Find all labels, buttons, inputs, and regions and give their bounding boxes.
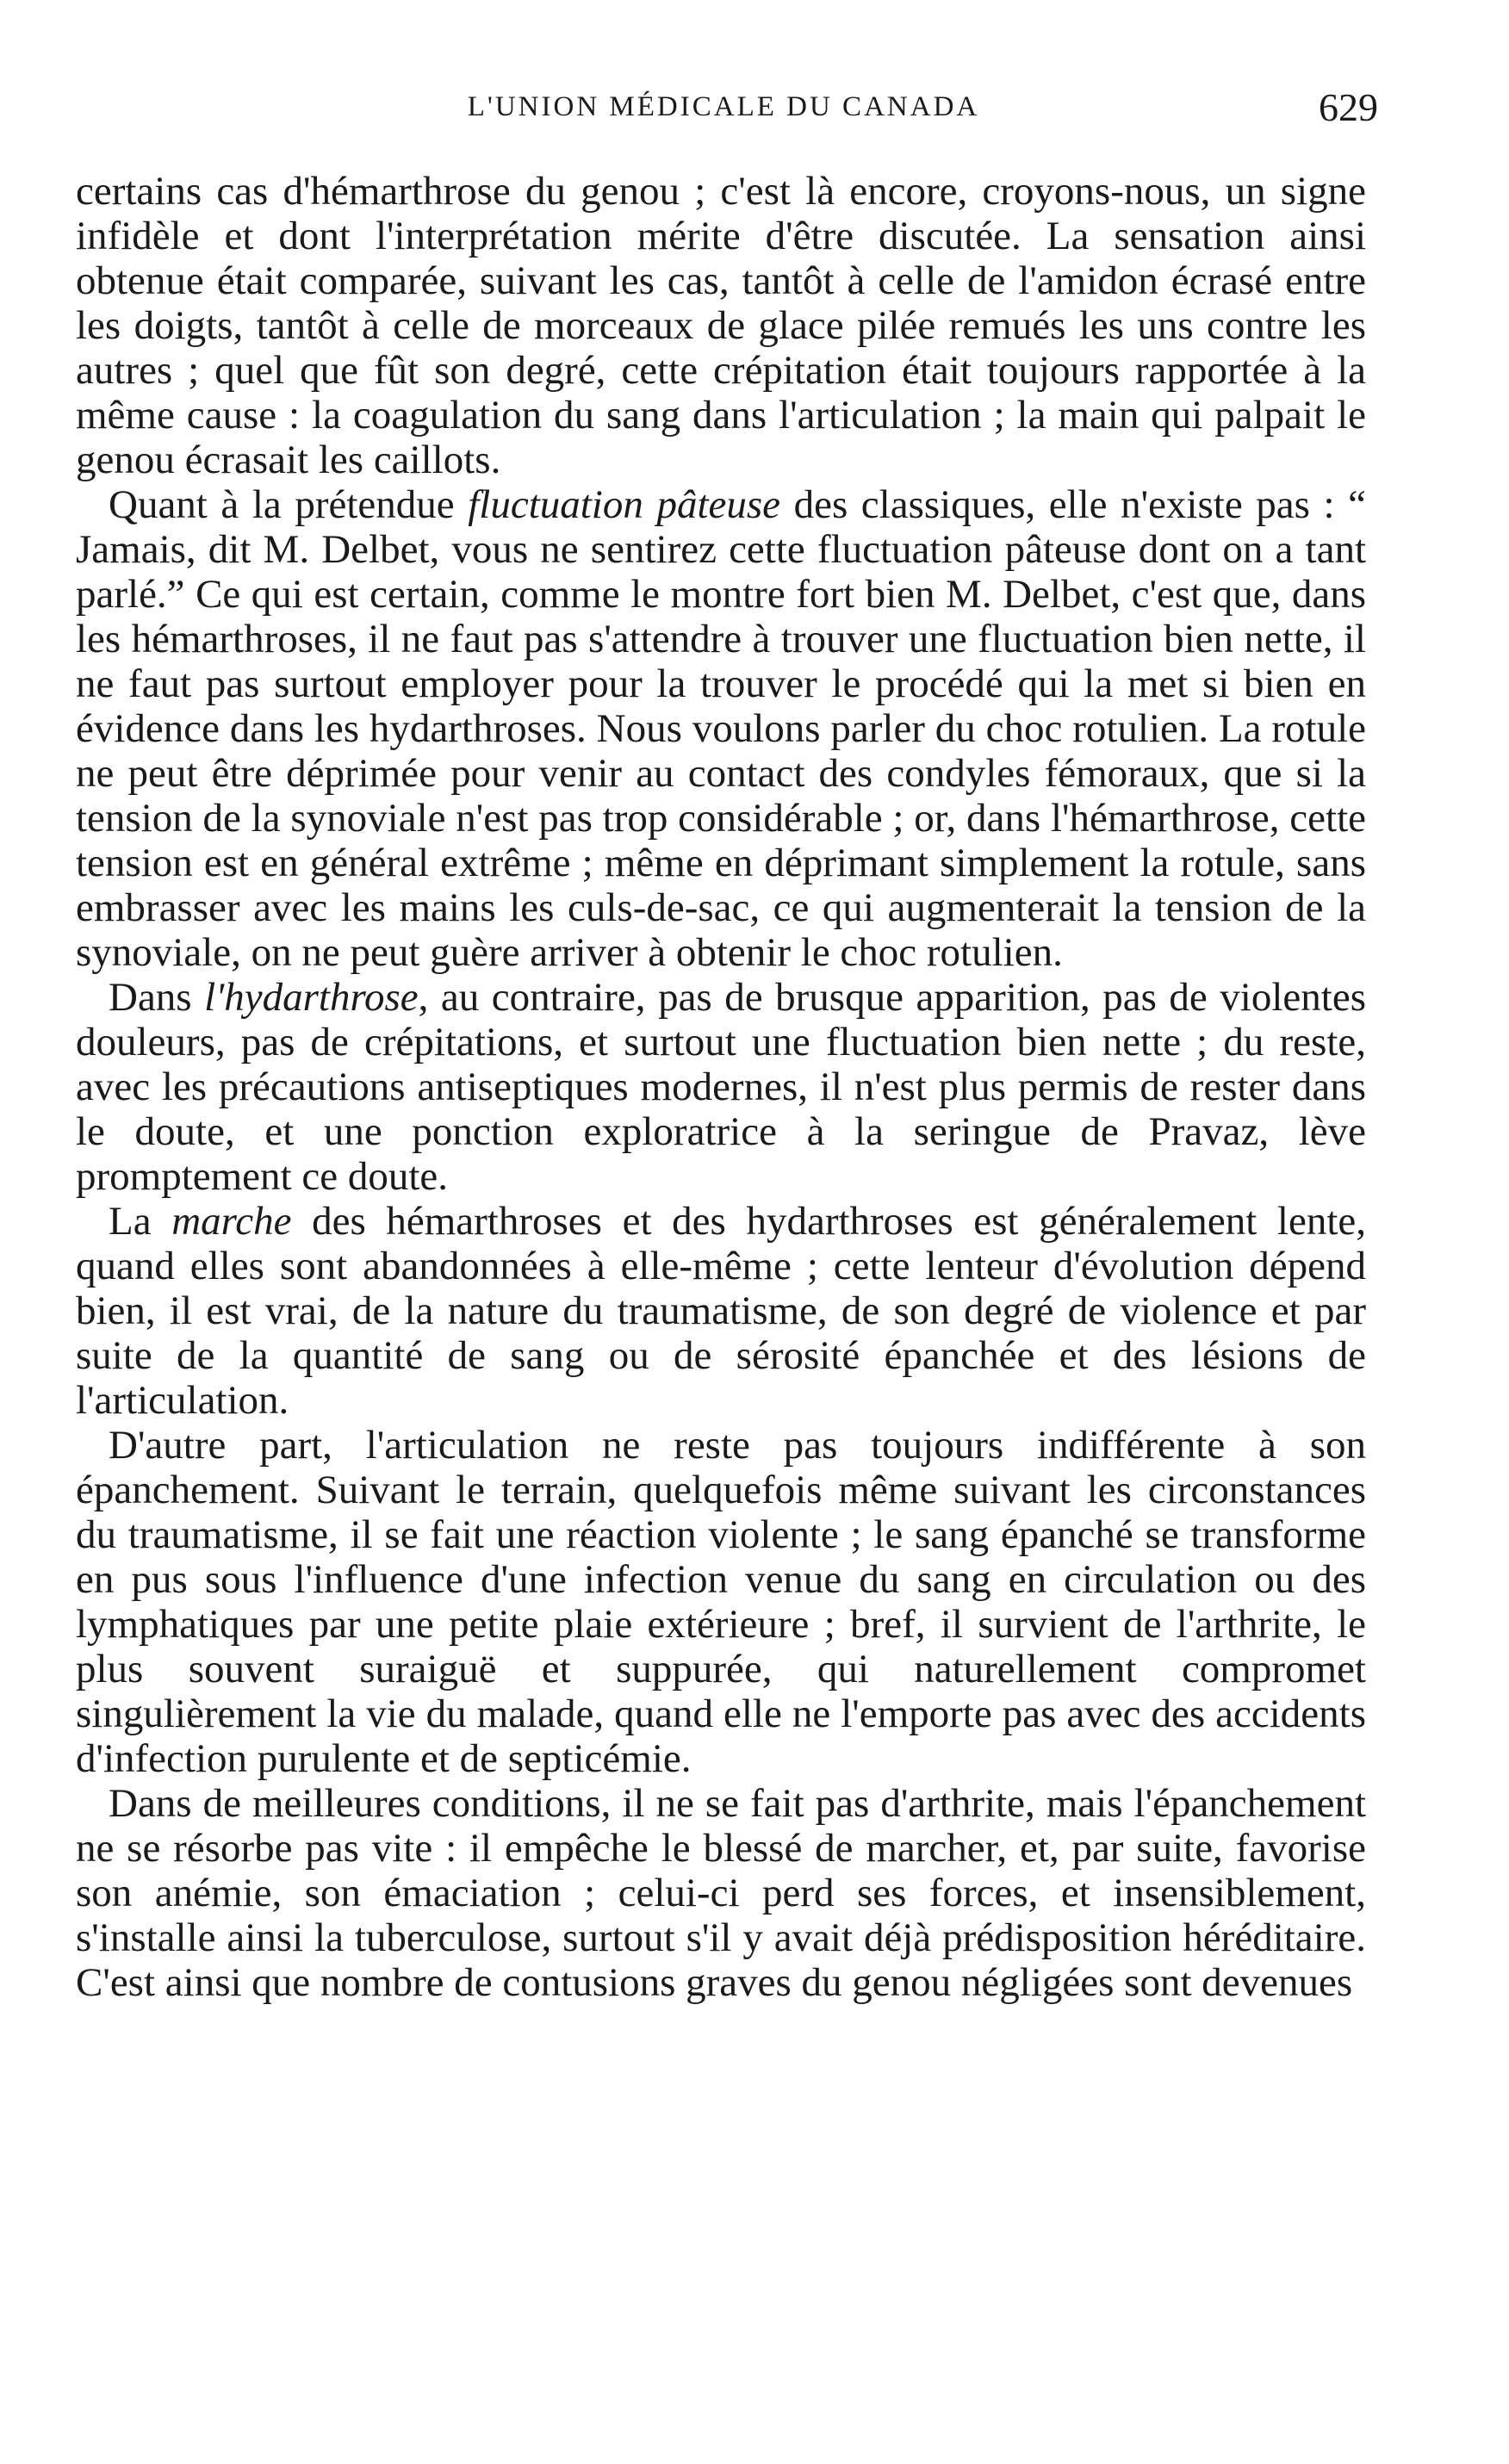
paragraph-4-italic-term: marche xyxy=(171,1199,292,1244)
paragraph-2-text-b: des classiques, elle n'existe pas : “ Jamais, dit M. Delbet, vous ne sentirez cette fluctuation pâteuse dont on a tant parlé.” Ce qui est certain, comme le montre fort bien M. Delbet, c'est que, dans les hémarthroses, il ne faut pas s'attendre à trouver une fluctuation bien nette, il ne faut pas surtout employer pour la trouver le procédé qui la met si bien en évidence dans les hydarthroses. Nous voulons parler du choc rotulien. La rotule ne peut être déprimée pour venir au contact des condyles fémoraux, que si la tension de la synoviale n'est pas trop considérable ; or, dans l'hémarthrose, cette tension est en général extrême ; même en déprimant simplement la rotule, sans embrasser avec les mains les culs-de-sac, ce qui augmenterait la tension de la synoviale, on ne peut guère arriver à obtenir le choc rotulien. xyxy=(76,482,1366,975)
paragraph-2-italic-term: fluctuation pâteuse xyxy=(468,482,781,527)
paragraph-3-italic-term: l'hydarthrose xyxy=(204,975,419,1020)
paragraph-2-text-a: Quant à la prétendue xyxy=(109,482,469,527)
paragraph-4-text-a: La xyxy=(109,1199,172,1244)
paragraph-3 xyxy=(76,975,1366,1199)
running-header xyxy=(69,84,1378,136)
paragraph-5-text: D'autre part, l'articulation ne reste pas toujours indifférente à son épanchement. Suivant le terrain, quelquefois même suivant les circonstances du traumatisme, il se fait une réaction violente ; le sang épanché se transforme en pus sous l'influence d'une infection venue du sang en circulation ou des lymphatiques par une petite plaie extérieure ; bref, il survient de l'arthrite, le plus souvent suraiguë et suppurée, qui naturellement compromet singulièrement la vie du malade, quand elle ne l'emporte pas avec des accidents d'infection purulente et de septicémie. xyxy=(76,1423,1366,1781)
page-number: 629 xyxy=(1319,85,1378,129)
running-title: L'UNION MÉDICALE DU CANADA xyxy=(467,91,980,122)
paragraph-4 xyxy=(76,1199,1366,1423)
paragraph-3-text-b: , au contraire, pas de brusque apparition, pas de violentes douleurs, pas de crépitations, et surtout une fluctuation bien nette ; du reste, avec les précautions antiseptiques modernes, il n'est plus permis de rester dans le doute, et une ponction exploratrice à la seringue de Pravaz, lève promptement ce doute. xyxy=(76,975,1366,1199)
paragraph-1-text: certains cas d'hémarthrose du genou ; c'est là encore, croyons-nous, un signe infidèle et dont l'interprétation mérite d'être discutée. La sensation ainsi obtenue était comparée, suivant les cas, tantôt à celle de l'amidon écrasé entre les doigts, tantôt à celle de morceaux de glace pilée remués les uns contre les autres ; quel que fût son degré, cette crépitation était toujours rapportée à la même cause : la coagulation du sang dans l'articulation ; la main qui palpait le genou écrasait les caillots. xyxy=(76,169,1366,482)
paragraph-6 xyxy=(76,1781,1366,2005)
paragraph-1 xyxy=(76,169,1366,482)
body-text xyxy=(76,169,1366,2005)
paragraph-3-text-a: Dans xyxy=(109,975,205,1020)
paragraph-6-text: Dans de meilleures conditions, il ne se fait pas d'arthrite, mais l'épanchement ne se résorbe pas vite : il empêche le blessé de marcher, et, par suite, favorise son anémie, son émaciation ; celui-ci perd ses forces, et insensiblement, s'installe ainsi la tuberculose, surtout s'il y avait déjà prédisposition héréditaire. C'est ainsi que nombre de contusions graves du genou négligées sont devenues xyxy=(76,1781,1366,2005)
paragraph-4-text-b: des hémarthroses et des hydarthroses est généralement lente, quand elles sont abandonnées à elle-même ; cette lenteur d'évolution dépend bien, il est vrai, de la nature du traumatisme, de son degré de violence et par suite de la quantité de sang ou de sérosité épanchée et des lésions de l'articulation. xyxy=(76,1199,1366,1423)
paragraph-2 xyxy=(76,482,1366,975)
paragraph-5 xyxy=(76,1423,1366,1781)
